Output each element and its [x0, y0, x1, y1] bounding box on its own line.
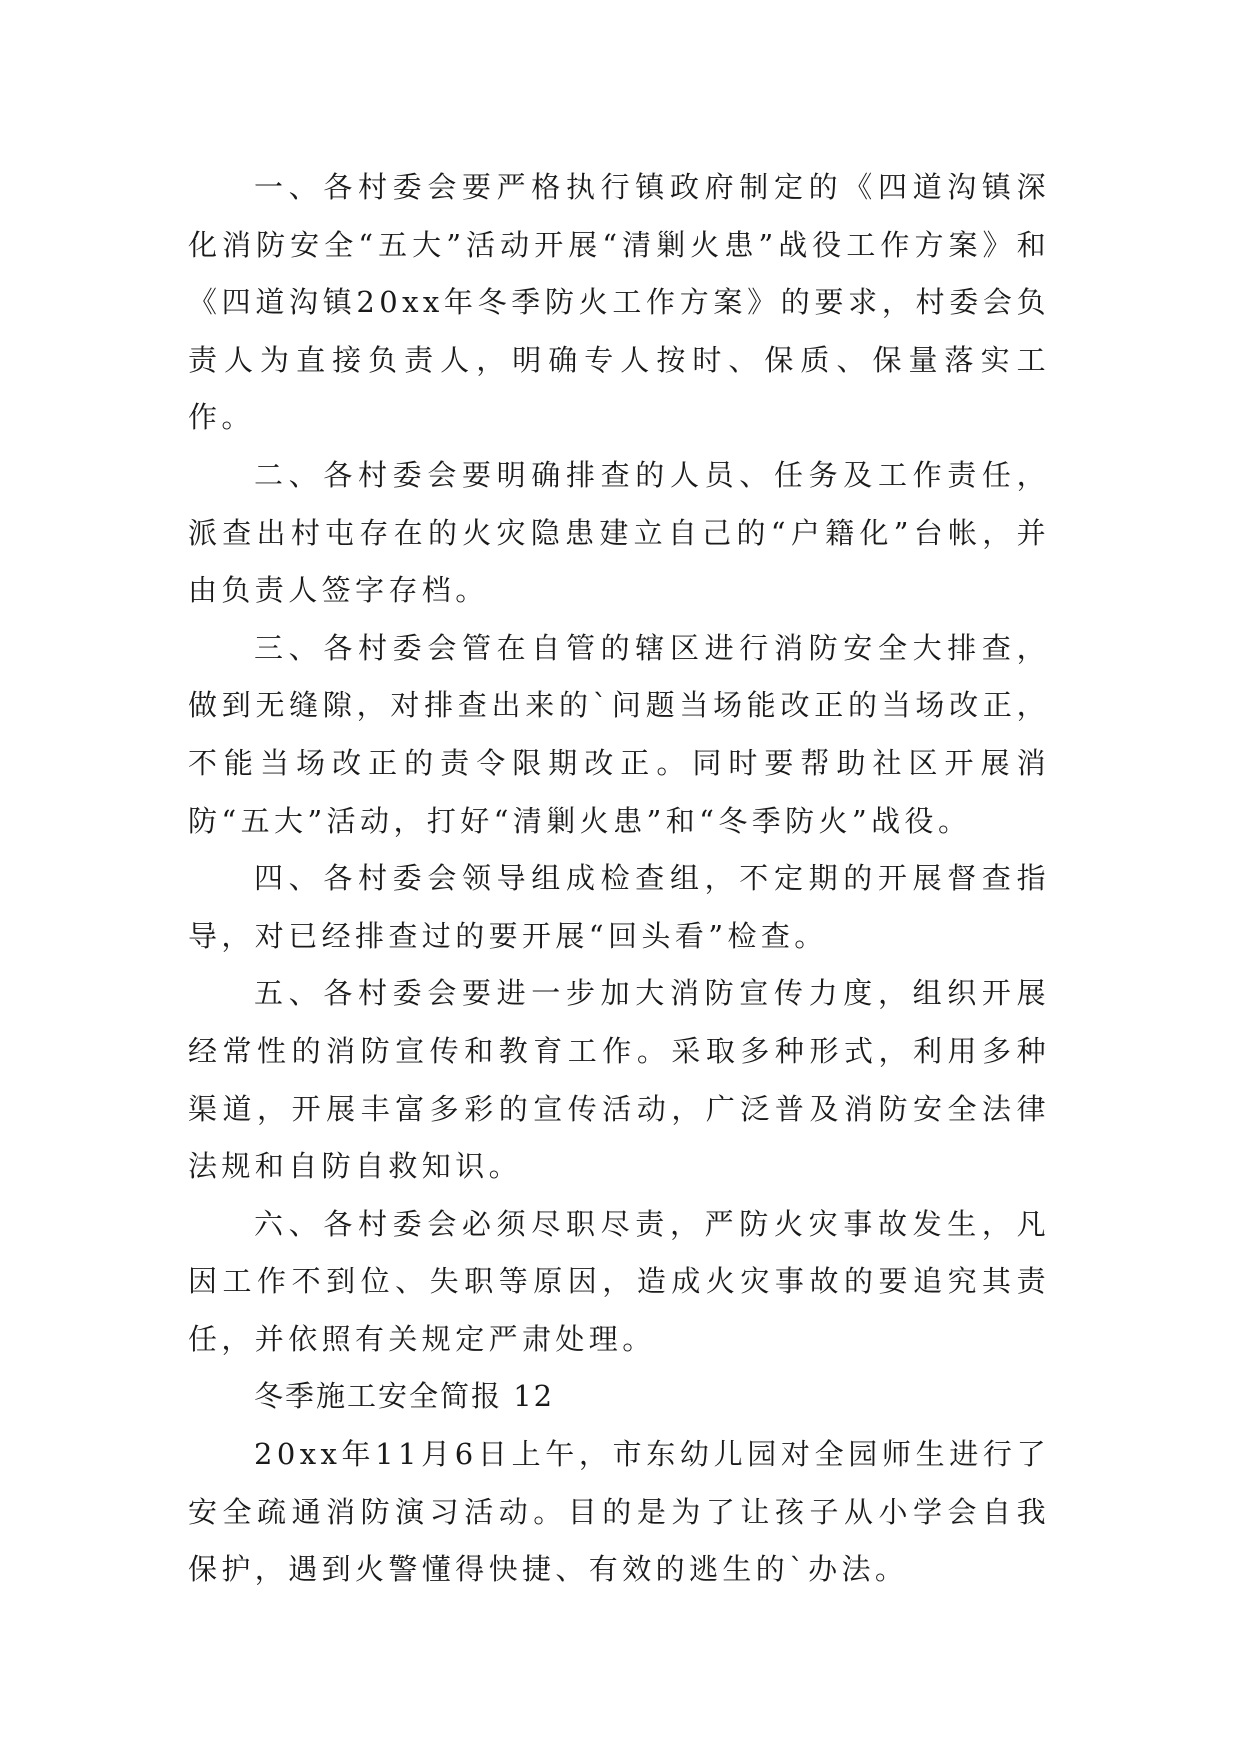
- final-paragraph: 20xx年11月6日上午，市东幼儿园对全园师生进行了安全疏通消防演习活动。目的是为了让孩子从小学会自我保护，遇到火警懂得快捷、有效的逃生的`办法。: [188, 1437, 1050, 1587]
- paragraph-1: 一、各村委会要严格执行镇政府制定的《四道沟镇深化消防安全“五大”活动开展“清剿火患”战役工作方案》和《四道沟镇20xx年冬季防火工作方案》的要求，村委会负责人为直接负责人，明确专人按时、保质、保量落实工作。: [188, 170, 1050, 435]
- document-body: [188, 159, 1050, 1599]
- section-title: 冬季施工安全简报 12: [254, 1379, 555, 1414]
- paragraph-6: 六、各村委会必须尽职尽责，严防火灾事故发生，凡因工作不到位、失职等原因，造成火灾事故的要追究其责任，并依照有关规定严肃处理。: [188, 1206, 1050, 1356]
- paragraph-3: 三、各村委会管在自管的辖区进行消防安全大排查，做到无缝隙，对排查出来的`问题当场能改正的当场改正，不能当场改正的责令限期改正。同时要帮助社区开展消防“五大”活动，打好“清剿火患”和“冬季防火”战役。: [188, 630, 1050, 838]
- paragraph-4: 四、各村委会领导组成检查组，不定期的开展督查指导，对已经排查过的要开展“回头看”检查。: [188, 861, 1050, 953]
- paragraph-2: 二、各村委会要明确排查的人员、任务及工作责任，派查出村屯存在的火灾隐患建立自己的“户籍化”台帐，并由负责人签字存档。: [188, 457, 1050, 608]
- paragraph-5: 五、各村委会要进一步加大消防宣传力度，组织开展经常性的消防宣传和教育工作。采取多种形式，利用多种渠道，开展丰富多彩的宣传活动，广泛普及消防安全法律法规和自防自救知识。: [188, 976, 1050, 1184]
